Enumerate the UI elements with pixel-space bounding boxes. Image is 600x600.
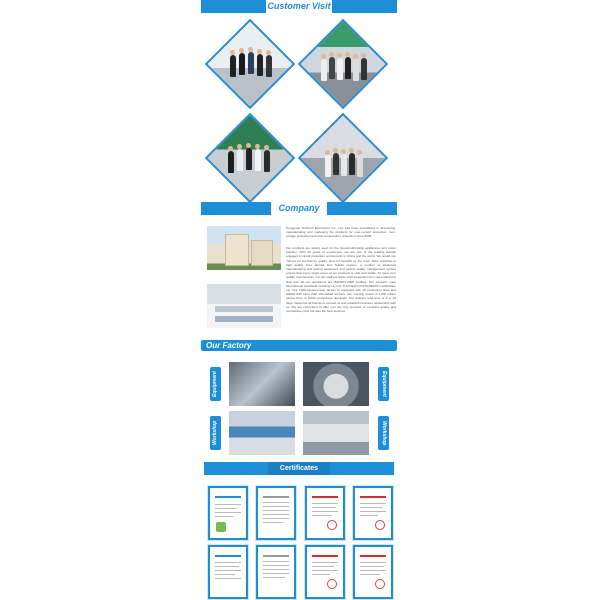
- factory-banner: [201, 340, 397, 351]
- customer-visit-photo-1: [205, 19, 296, 110]
- certificate-3: [305, 486, 345, 540]
- equipment-photo-2: [303, 362, 369, 406]
- company-banner: [201, 202, 397, 215]
- certificates-title: Certificates: [268, 462, 330, 475]
- workshop-tab-left: Workshop: [210, 416, 221, 450]
- equipment-tab-left: Equipment: [210, 367, 221, 401]
- company-intro-text: Dongguan Tenhenh Electronics Co., Ltd. has been specialized in developing, manufacturing and marketing the products for over-current protection, over-voltage protection and over-temperature protection since 2006.: [286, 226, 396, 239]
- workshop-photo-2: [303, 411, 369, 455]
- certificate-8: [353, 545, 393, 599]
- certificate-4: [353, 486, 393, 540]
- certificate-1: [208, 486, 248, 540]
- company-office-photo: [207, 284, 281, 328]
- equipment-tab-right: Equipment: [378, 367, 389, 401]
- certificate-5: [208, 545, 248, 599]
- workshop-photo-1: [229, 411, 295, 455]
- company-title: Company: [271, 202, 327, 215]
- company-detail-text: Our products are widely used for the household/mobile appliances and motor industry. With 20 years of experience, we are one of the leading fastidio engaged in circuit protection components in China and the world. We would use "strives for survival by quality, aims for benefits by the cost". Rare expertise of high quality from abroad and Taiwan regions, a number of advanced manufacturing and testing equipment and perfect quality management system ensure that every single piece of our products is safe and stable. To meet your quality requirements, our QC staff conducts strict inspection from raw material to final test. All our operations are ISO9001-2008 certified. Our products meet international standards including UL,cUL,TUV,CE,KC,RoHS,REACH certification etc. Our 1200-square-meter factory is equipped with 16 production lines and staffed with more than 130 skilled workers. Our monthly output is 3,000 million pieces from to 8,000 pcs/volume demands. Our delivery lead time is 3 to 10 days. Welcome all friends to contact us and establish business relationship with us. We are committed to offer you not only products of excellent quality and competitive price but also the best services.: [286, 246, 396, 314]
- customer-visit-banner: [201, 0, 397, 13]
- customer-visit-photo-3: [205, 113, 296, 204]
- customer-visit-title: Customer Visit: [267, 1, 331, 11]
- customer-visit-photo-4: [298, 113, 389, 204]
- certificate-7: [305, 545, 345, 599]
- customer-visit-photo-2: [298, 19, 389, 110]
- equipment-photo-1: [229, 362, 295, 406]
- certificate-6: [256, 545, 296, 599]
- certificate-2: [256, 486, 296, 540]
- factory-title: Our Factory: [206, 341, 252, 350]
- company-building-photo: [207, 226, 281, 270]
- workshop-tab-right: Workshop: [378, 416, 389, 450]
